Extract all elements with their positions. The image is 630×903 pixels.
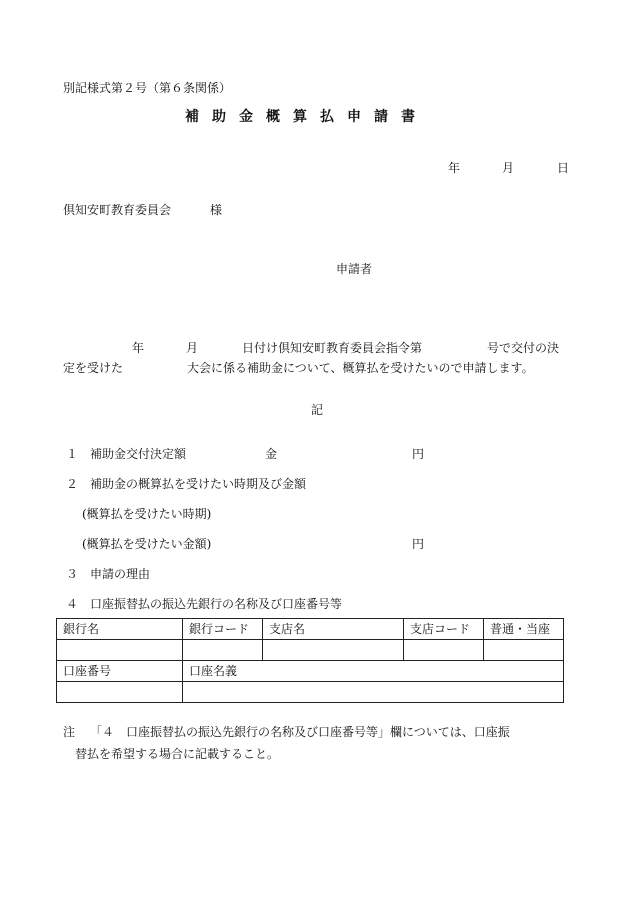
body-line2-end: 大会に係る補助金について、概算払を受けたいので申請します。 bbox=[187, 361, 534, 375]
item2-sub2-yen: 円 bbox=[412, 537, 425, 551]
body-line1-end: 号で交付の決 bbox=[487, 341, 560, 355]
form-id: 別記様式第２号（第６条関係） bbox=[63, 81, 232, 95]
item2-sub2-label: (概算払を受けたい金額) bbox=[82, 537, 212, 551]
date-day-label: 日 bbox=[557, 161, 570, 175]
item3-number: ３ bbox=[66, 567, 79, 581]
item1-number: １ bbox=[66, 447, 79, 461]
note-line1: 「４ 口座振替払の振込先銀行の名称及び口座番号等」欄については、口座振 bbox=[90, 725, 510, 739]
account-type-header: 普通・当座 bbox=[484, 619, 564, 640]
body-month: 月 bbox=[186, 341, 199, 355]
account-type-cell[interactable] bbox=[484, 640, 564, 661]
bank-account-table bbox=[56, 618, 564, 703]
ki-label: 記 bbox=[311, 403, 324, 417]
date-year-label: 年 bbox=[448, 161, 461, 175]
addressee-honorific: 様 bbox=[210, 203, 223, 217]
note-label: 注 bbox=[63, 725, 76, 739]
item1-label: 補助金交付決定額 bbox=[90, 447, 187, 461]
applicant-label: 申請者 bbox=[336, 262, 373, 276]
addressee-name: 倶知安町教育委員会 bbox=[63, 203, 172, 217]
item3-label: 申請の理由 bbox=[90, 567, 151, 581]
bank-name-cell[interactable] bbox=[57, 640, 183, 661]
branch-name-header: 支店名 bbox=[263, 619, 404, 640]
item4-number: ４ bbox=[66, 597, 79, 611]
account-holder-header: 口座名義 bbox=[183, 661, 564, 682]
item2-sub1-label: (概算払を受けたい時期) bbox=[82, 507, 212, 521]
table-row bbox=[57, 640, 564, 661]
table-row bbox=[57, 661, 564, 682]
bank-code-cell[interactable] bbox=[183, 640, 263, 661]
note-line2: 替払を希望する場合に記載すること。 bbox=[75, 747, 280, 761]
bank-name-header: 銀行名 bbox=[57, 619, 183, 640]
item1-yen: 円 bbox=[412, 447, 425, 461]
date-month-label: 月 bbox=[502, 161, 515, 175]
bank-code-header: 銀行コード bbox=[183, 619, 263, 640]
page-title: 補助金概算払申請書 bbox=[185, 109, 428, 125]
body-year: 年 bbox=[132, 341, 145, 355]
item2-label: 補助金の概算払を受けたい時期及び金額 bbox=[90, 477, 307, 491]
item2-number: ２ bbox=[66, 477, 79, 491]
table-row bbox=[57, 619, 564, 640]
branch-name-cell[interactable] bbox=[263, 640, 404, 661]
account-holder-cell[interactable] bbox=[183, 682, 564, 703]
branch-code-cell[interactable] bbox=[404, 640, 484, 661]
branch-code-header: 支店コード bbox=[404, 619, 484, 640]
account-number-header: 口座番号 bbox=[57, 661, 183, 682]
item4-label: 口座振替払の振込先銀行の名称及び口座番号等 bbox=[90, 597, 343, 611]
body-line1-mid: 日付け倶知安町教育委員会指令第 bbox=[242, 341, 423, 355]
account-number-cell[interactable] bbox=[57, 682, 183, 703]
item1-kin: 金 bbox=[265, 447, 278, 461]
table-row bbox=[57, 682, 564, 703]
body-line2-start: 定を受けた bbox=[63, 361, 124, 375]
